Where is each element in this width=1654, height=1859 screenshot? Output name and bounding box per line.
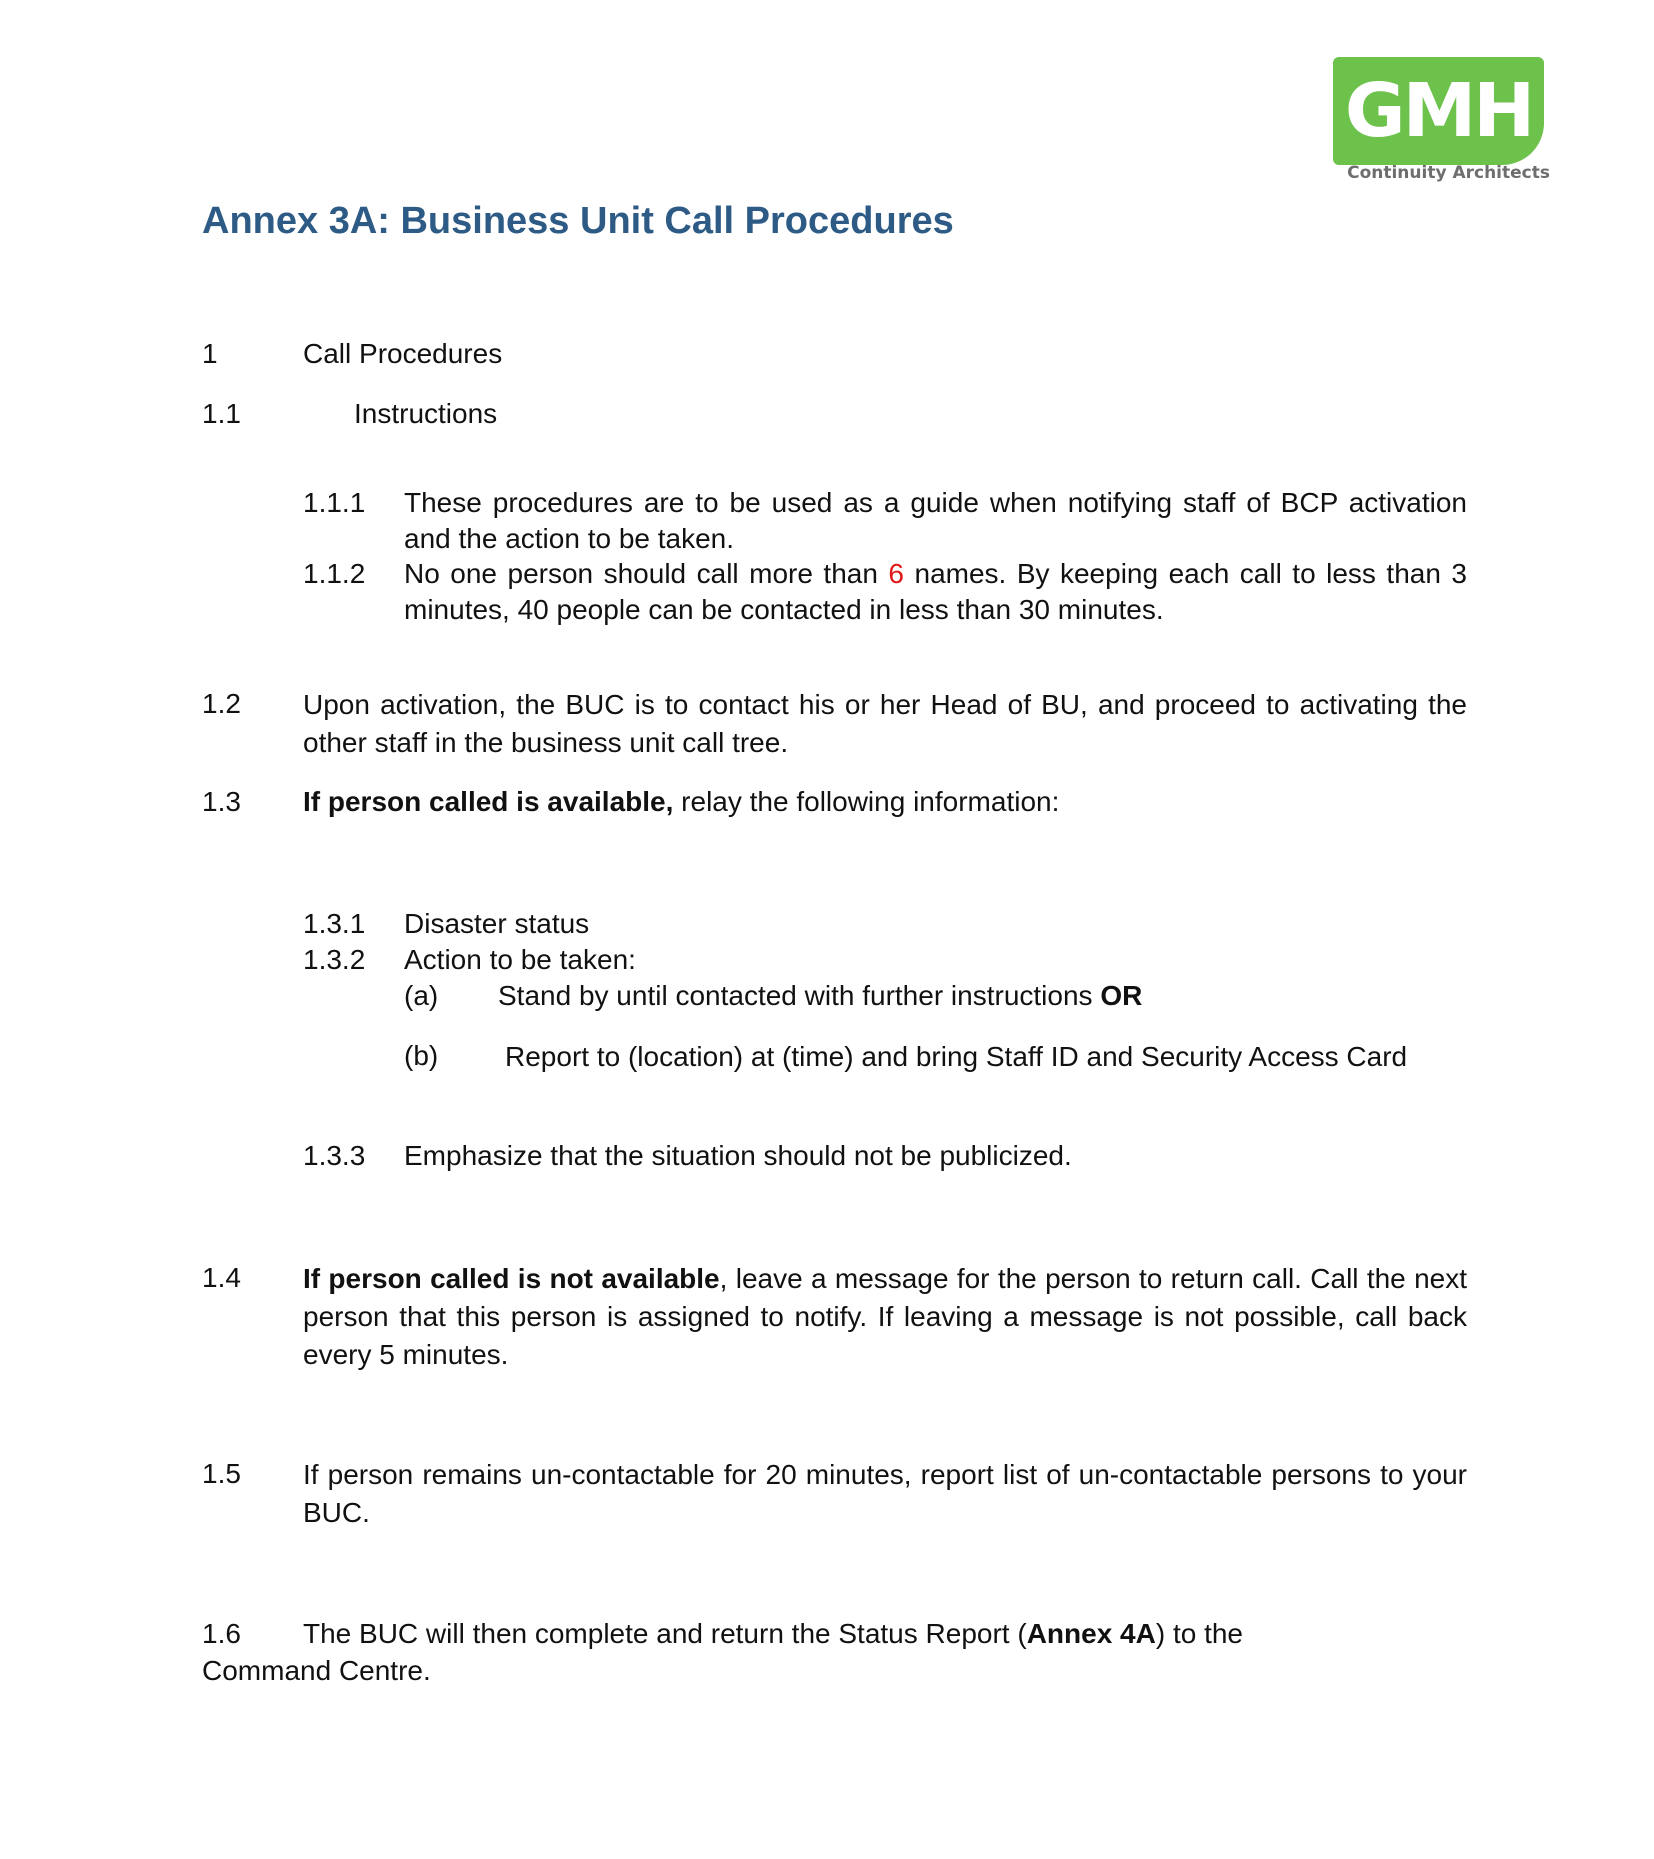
section-1-1-number: 1.1 <box>202 398 241 429</box>
section-1-number: 1 <box>202 338 218 369</box>
section-1-3-3-text: Emphasize that the situation should not be publicized. <box>404 1140 1072 1171</box>
section-1-3-3-number: 1.3.3 <box>303 1140 366 1171</box>
section-1-4-text: If person called is not available, leave a message for the person to return call. Call the next person that this person is assigned to notify. If leaving a message is not possible, call back every 5 minutes. <box>303 1263 1467 1370</box>
section-1-3-1-number: 1.3.1 <box>303 908 366 939</box>
section-1-6-text-line2: Command Centre. <box>202 1655 431 1686</box>
logo-letters: GMH <box>1344 68 1533 154</box>
highlighted-count: 6 <box>888 558 904 589</box>
option-a-label: (a) <box>404 980 439 1011</box>
section-1-3-number: 1.3 <box>202 786 241 817</box>
section-1-6-text: The BUC will then complete and return the Status Report (Annex 4A) to the <box>303 1618 1244 1649</box>
option-a-text: Stand by until contacted with further instructions OR <box>498 980 1143 1011</box>
option-b-label: (b) <box>404 1040 439 1071</box>
section-1-1-heading: Instructions <box>354 398 498 429</box>
section-1-1-1-number: 1.1.1 <box>303 487 366 518</box>
section-1-1-1-text: These procedures are to be used as a guide when notifying staff of BCP activation and the action to be taken. <box>404 487 1467 554</box>
section-1-1-2-number: 1.1.2 <box>303 558 366 589</box>
gmh-logo <box>1333 57 1544 165</box>
page-title: Annex 3A: Business Unit Call Procedures <box>202 200 954 242</box>
section-1-3-2-number: 1.3.2 <box>303 944 366 975</box>
section-1-3-1-text: Disaster status <box>404 908 590 939</box>
section-1-6-number: 1.6 <box>202 1618 241 1649</box>
logo-tagline: Continuity Architects <box>1347 163 1550 183</box>
annex-reference: Annex 4A <box>1026 1618 1156 1649</box>
section-1-5-number: 1.5 <box>202 1458 241 1489</box>
section-1-3-text: If person called is available, relay the following information: <box>303 786 1060 817</box>
section-1-2-text: Upon activation, the BUC is to contact his or her Head of BU, and proceed to activating the other staff in the business unit call tree. <box>303 689 1467 758</box>
section-1-1-2-text: No one person should call more than 6 names. By keeping each call to less than 3 minutes, 40 people can be contacted in less than 30 minutes. <box>404 558 1467 625</box>
option-b-text: Report to (location) at (time) and bring Staff ID and Security Access Card <box>505 1041 1408 1072</box>
section-1-5-text: If person remains un-contactable for 20 minutes, report list of un-contactable persons to your BUC. <box>303 1459 1467 1528</box>
section-1-4-number: 1.4 <box>202 1262 241 1293</box>
section-1-2-number: 1.2 <box>202 688 241 719</box>
section-1-3-2-text: Action to be taken: <box>404 944 636 975</box>
section-1-heading: Call Procedures <box>303 338 503 369</box>
